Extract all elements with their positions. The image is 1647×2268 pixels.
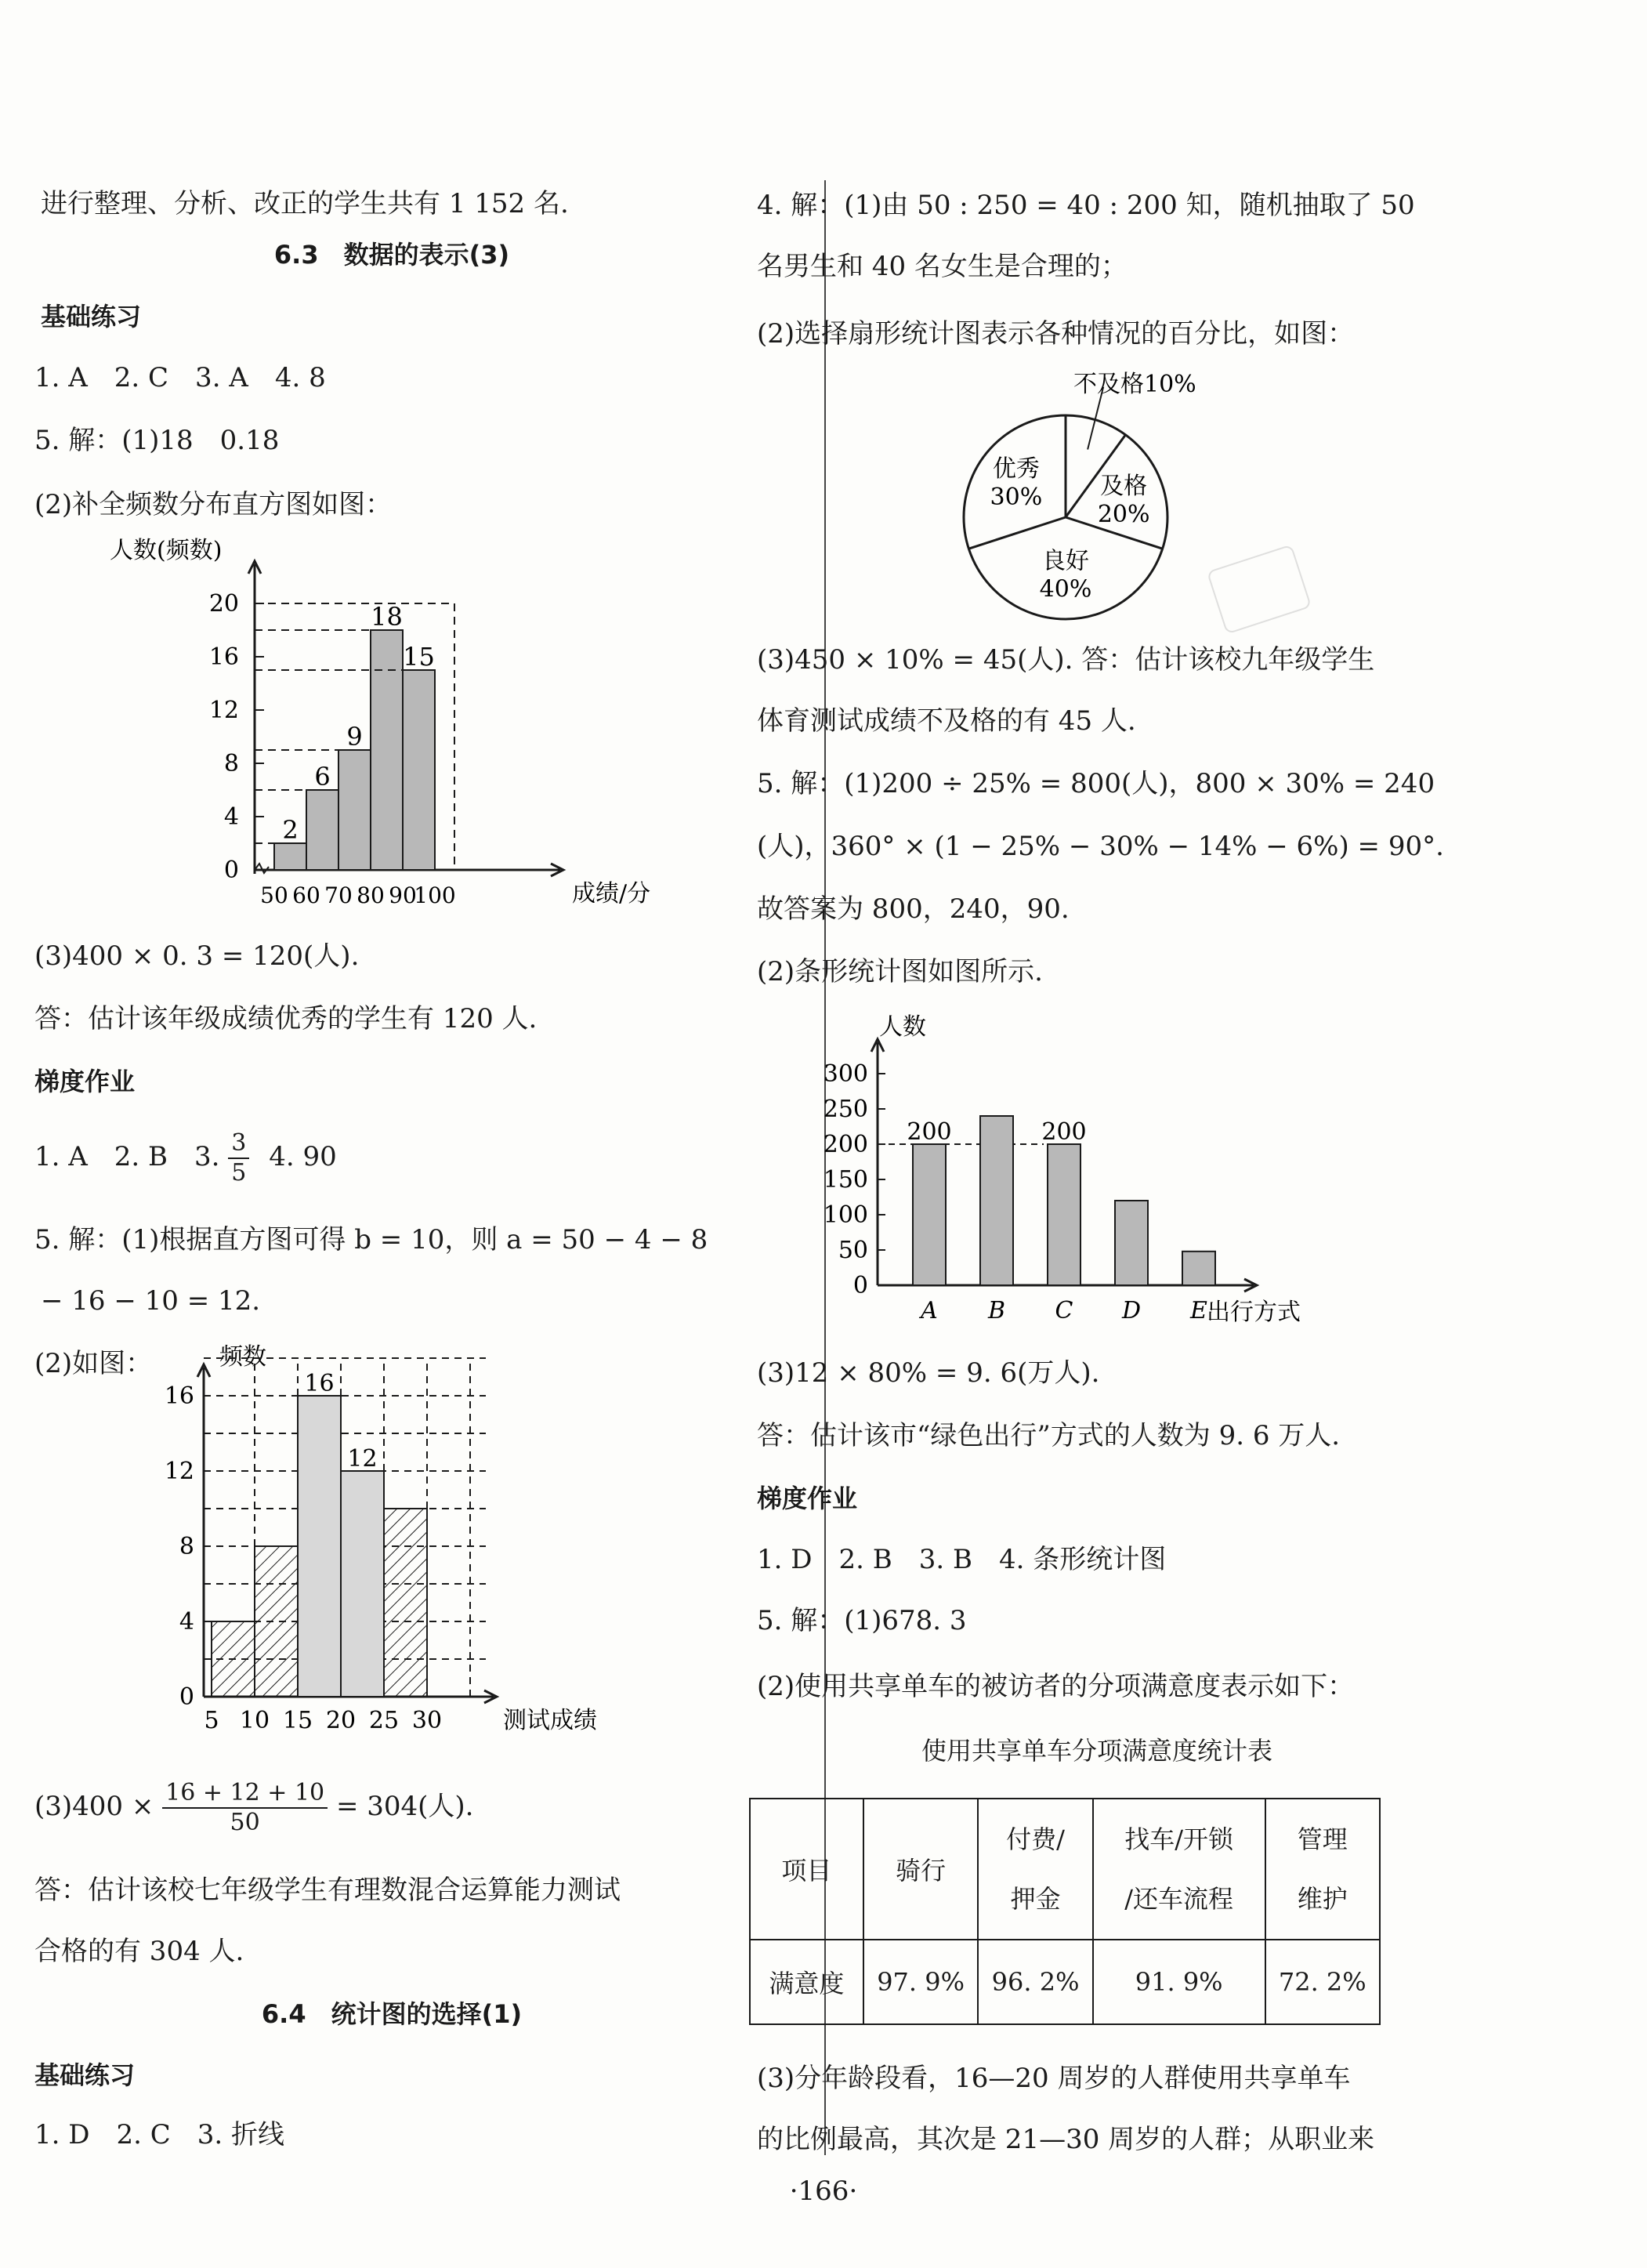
histogram-bar [371, 630, 403, 870]
g5-answer-line1: 答：估计该校七年级学生有理数混合运算能力测试 [34, 1875, 621, 1906]
q5-line5: (3)12 × 80% = 9. 6(万人). [757, 1357, 1100, 1389]
table-header-row [750, 1799, 1380, 1940]
x-tick-label: 90 [389, 882, 417, 908]
y-axis-label: 人数 [879, 1013, 926, 1041]
x-tick-label: 80 [357, 882, 385, 908]
header-item: 项目 [750, 1799, 863, 1940]
axis-break [255, 864, 269, 873]
basic-practice-heading-2: 基础练习 [34, 2060, 136, 2090]
bar-value-label: 2 [282, 815, 299, 845]
header-maintenance: 管理 维护 [1265, 1799, 1380, 1940]
section-title-6-4: 6.4 统计图的选择(1) [261, 1999, 523, 2029]
bar-value-label: 9 [346, 722, 363, 752]
y-tick-label: 50 [838, 1237, 868, 1264]
bar-chart [815, 1003, 1348, 1332]
g5-line4-pre: (3)400 × [34, 1791, 154, 1822]
y-tick-label: 12 [164, 1458, 194, 1485]
x-tick-label: 50 [260, 882, 288, 908]
g5-line1: 5. 解：(1)根据直方图可得 b = 10，则 a = 50 − 4 − 8 [34, 1224, 708, 1255]
x-tick-label: 100 [414, 882, 456, 908]
y-axis-label: 频数 [219, 1343, 266, 1371]
histogram-bar [341, 1471, 384, 1697]
g5-line4-post: = 304(人). [335, 1791, 474, 1822]
pie-label-pass: 及格 [1100, 472, 1148, 500]
bar-value-label: 6 [314, 762, 331, 792]
q5-part3: (3)400 × 0. 3 = 120(人). [34, 940, 360, 972]
gradient-answers [34, 1125, 337, 1188]
q5-answer: 答：估计该市“绿色出行”方式的人数为 9. 6 万人. [757, 1420, 1341, 1451]
q5-answer: 答：估计该年级成绩优秀的学生有 120 人. [34, 1003, 538, 1034]
g5-r-line1: 5. 解：(1)678. 3 [757, 1605, 967, 1636]
bar-value-label: 15 [403, 642, 435, 672]
histogram-1 [102, 537, 651, 917]
q5-line3: 故答案为 800，240，90. [757, 893, 1070, 925]
q5-line2: (人)，360° × (1 − 25% − 30% − 14% − 6%) = 90°. [757, 831, 1444, 862]
x-tick-label: 10 [239, 1707, 270, 1734]
bar-value-label: 16 [304, 1370, 335, 1397]
g5-r-line3: (3)分年龄段看，16—20 周岁的人群使用共享单车 [757, 2063, 1351, 2094]
histogram-bar [274, 843, 306, 870]
histogram-bar [384, 1509, 427, 1697]
bar [1048, 1144, 1081, 1285]
y-tick-label: 200 [823, 1131, 868, 1158]
gradient-answers-tail: 4. 90 [269, 1141, 337, 1172]
x-tick-label: 70 [324, 882, 353, 908]
fraction-38-50: $\frac{16 + 12 + 10}{50}$ [162, 1779, 328, 1837]
y-tick-label: 300 [823, 1060, 868, 1088]
q5-line4: (2)条形统计图如图所示. [757, 956, 1043, 987]
header-unlock: 找车/开锁 /还车流程 [1093, 1799, 1265, 1940]
q4-line4: (3)450 × 10% = 45(人). 答：估计该校九年级学生 [757, 644, 1375, 676]
bar-value-label: 200 [907, 1118, 952, 1146]
row-label-satisfaction: 满意度 [750, 1940, 863, 2024]
g5-line3: (2)如图： [34, 1348, 153, 1379]
cell-riding: 97. 9% [863, 1940, 978, 2024]
bar-value-label: 12 [347, 1445, 378, 1473]
basic-answers: 1. A 2. C 3. A 4. 8 [34, 362, 326, 393]
header-payment: 付费/ 押金 [978, 1799, 1092, 1940]
y-tick-label: 100 [823, 1201, 868, 1229]
y-tick-label: 250 [823, 1096, 868, 1123]
pie-pct-excellent: 30% [990, 484, 1043, 512]
bar-value-label: 18 [371, 602, 403, 632]
y-tick-label: 12 [208, 697, 239, 724]
y-tick-label: 0 [852, 1272, 868, 1299]
histogram-bar [403, 670, 435, 870]
page-number: ·166· [789, 2176, 858, 2207]
g5-line2: − 16 − 10 = 12. [41, 1285, 261, 1317]
satisfaction-table [749, 1798, 1381, 2025]
g5-r-line2: (2)使用共享单车的被访者的分项满意度表示如下： [757, 1671, 1355, 1702]
y-tick-label: 8 [179, 1533, 194, 1560]
basic-practice-heading: 基础练习 [41, 302, 142, 332]
g5-answer-line2: 合格的有 304 人. [34, 1936, 244, 1967]
cell-payment: 96. 2% [978, 1940, 1092, 2024]
x-axis-label: 测试成绩 [503, 1707, 597, 1734]
y-tick-label: 0 [179, 1683, 194, 1711]
x-tick-label: 30 [411, 1707, 443, 1734]
x-tick-label: E [1190, 1297, 1207, 1324]
table-data-row [750, 1940, 1380, 2024]
q5-part1: 5. 解：(1)18 0.18 [34, 425, 280, 456]
basic-answers-2: 1. D 2. C 3. 折线 [34, 2119, 285, 2150]
q5-line1: 5. 解：(1)200 ÷ 25% = 800(人)，800 × 30% = 240 [757, 768, 1435, 799]
q4-line1: 4. 解：(1)由 50 : 250 = 40 : 200 知，随机抽取了 50 [757, 190, 1415, 221]
y-tick-label: 20 [208, 590, 239, 618]
histogram-bar [298, 1396, 341, 1697]
y-tick-label: 8 [223, 750, 239, 777]
y-tick-label: 16 [208, 643, 239, 671]
intro-line: 进行整理、分析、改正的学生共有 1 152 名. [41, 188, 569, 219]
x-axis-label: 成绩/分 [572, 880, 651, 908]
g5-line4 [34, 1771, 473, 1842]
table-title: 使用共享单车分项满意度统计表 [921, 1736, 1272, 1766]
q4-line2: 名男生和 40 名女生是合理的； [757, 251, 1128, 282]
gradient-homework-heading: 梯度作业 [34, 1067, 136, 1096]
gradient-homework-heading-2: 梯度作业 [757, 1484, 858, 1513]
histogram-bar [255, 1546, 298, 1697]
y-tick-label: 4 [179, 1608, 194, 1636]
x-tick-label: 25 [368, 1707, 400, 1734]
section-title-6-3: 6.3 数据的表示(3) [273, 240, 510, 270]
gradient-answers-2: 1. D 2. B 3. B 4. 条形统计图 [757, 1544, 1167, 1575]
gradient-answers-text: 1. A 2. B 3. [34, 1141, 220, 1172]
q4-line3: (2)选择扇形统计图表示各种情况的百分比，如图： [757, 318, 1355, 350]
x-tick-label: 20 [325, 1707, 357, 1734]
bar [913, 1144, 946, 1285]
histogram-2 [157, 1336, 595, 1744]
cell-maintenance: 72. 2% [1265, 1940, 1380, 2024]
y-tick-label: 4 [223, 803, 239, 831]
y-tick-label: 0 [223, 857, 239, 884]
x-tick-label: B [987, 1297, 1006, 1324]
pie-pct-pass: 20% [1097, 500, 1150, 528]
header-riding: 骑行 [863, 1799, 978, 1940]
bar [980, 1116, 1013, 1285]
x-tick-label: D [1121, 1297, 1142, 1324]
cell-unlock: 91. 9% [1093, 1940, 1265, 2024]
pie-slice-boundary [968, 517, 1066, 549]
histogram-bar [306, 790, 338, 870]
pie-label-fail: 不及格10% [1073, 371, 1196, 398]
q4-line5: 体育测试成绩不及格的有 45 人. [757, 705, 1136, 737]
pie-pct-good: 40% [1039, 575, 1092, 603]
bar [1182, 1252, 1215, 1285]
pie-label-good: 良好 [1042, 547, 1089, 575]
x-tick-label: A [921, 1297, 938, 1324]
y-tick-label: 16 [164, 1382, 194, 1410]
histogram-bar [212, 1621, 255, 1697]
bar [1115, 1201, 1148, 1285]
pie-chart [940, 368, 1254, 627]
pie-label-excellent: 优秀 [992, 455, 1040, 484]
x-tick-label: 15 [282, 1707, 313, 1734]
x-tick-label: 5 [204, 1707, 219, 1734]
x-axis-label: 出行方式 [1207, 1299, 1301, 1326]
x-tick-label: 60 [292, 882, 320, 908]
q5-part2: (2)补全频数分布直方图如图： [34, 489, 393, 520]
fraction-three-fifths: $\frac{3}{5}$ [228, 1129, 249, 1187]
y-axis-label: 人数(频数) [110, 537, 223, 564]
bar-value-label: 200 [1041, 1118, 1087, 1146]
histogram-bar [338, 750, 371, 870]
g5-r-line4: 的比例最高，其次是 21—30 周岁的人群；从职业来 [757, 2124, 1375, 2155]
y-tick-label: 150 [823, 1166, 868, 1194]
x-tick-label: C [1055, 1297, 1073, 1324]
